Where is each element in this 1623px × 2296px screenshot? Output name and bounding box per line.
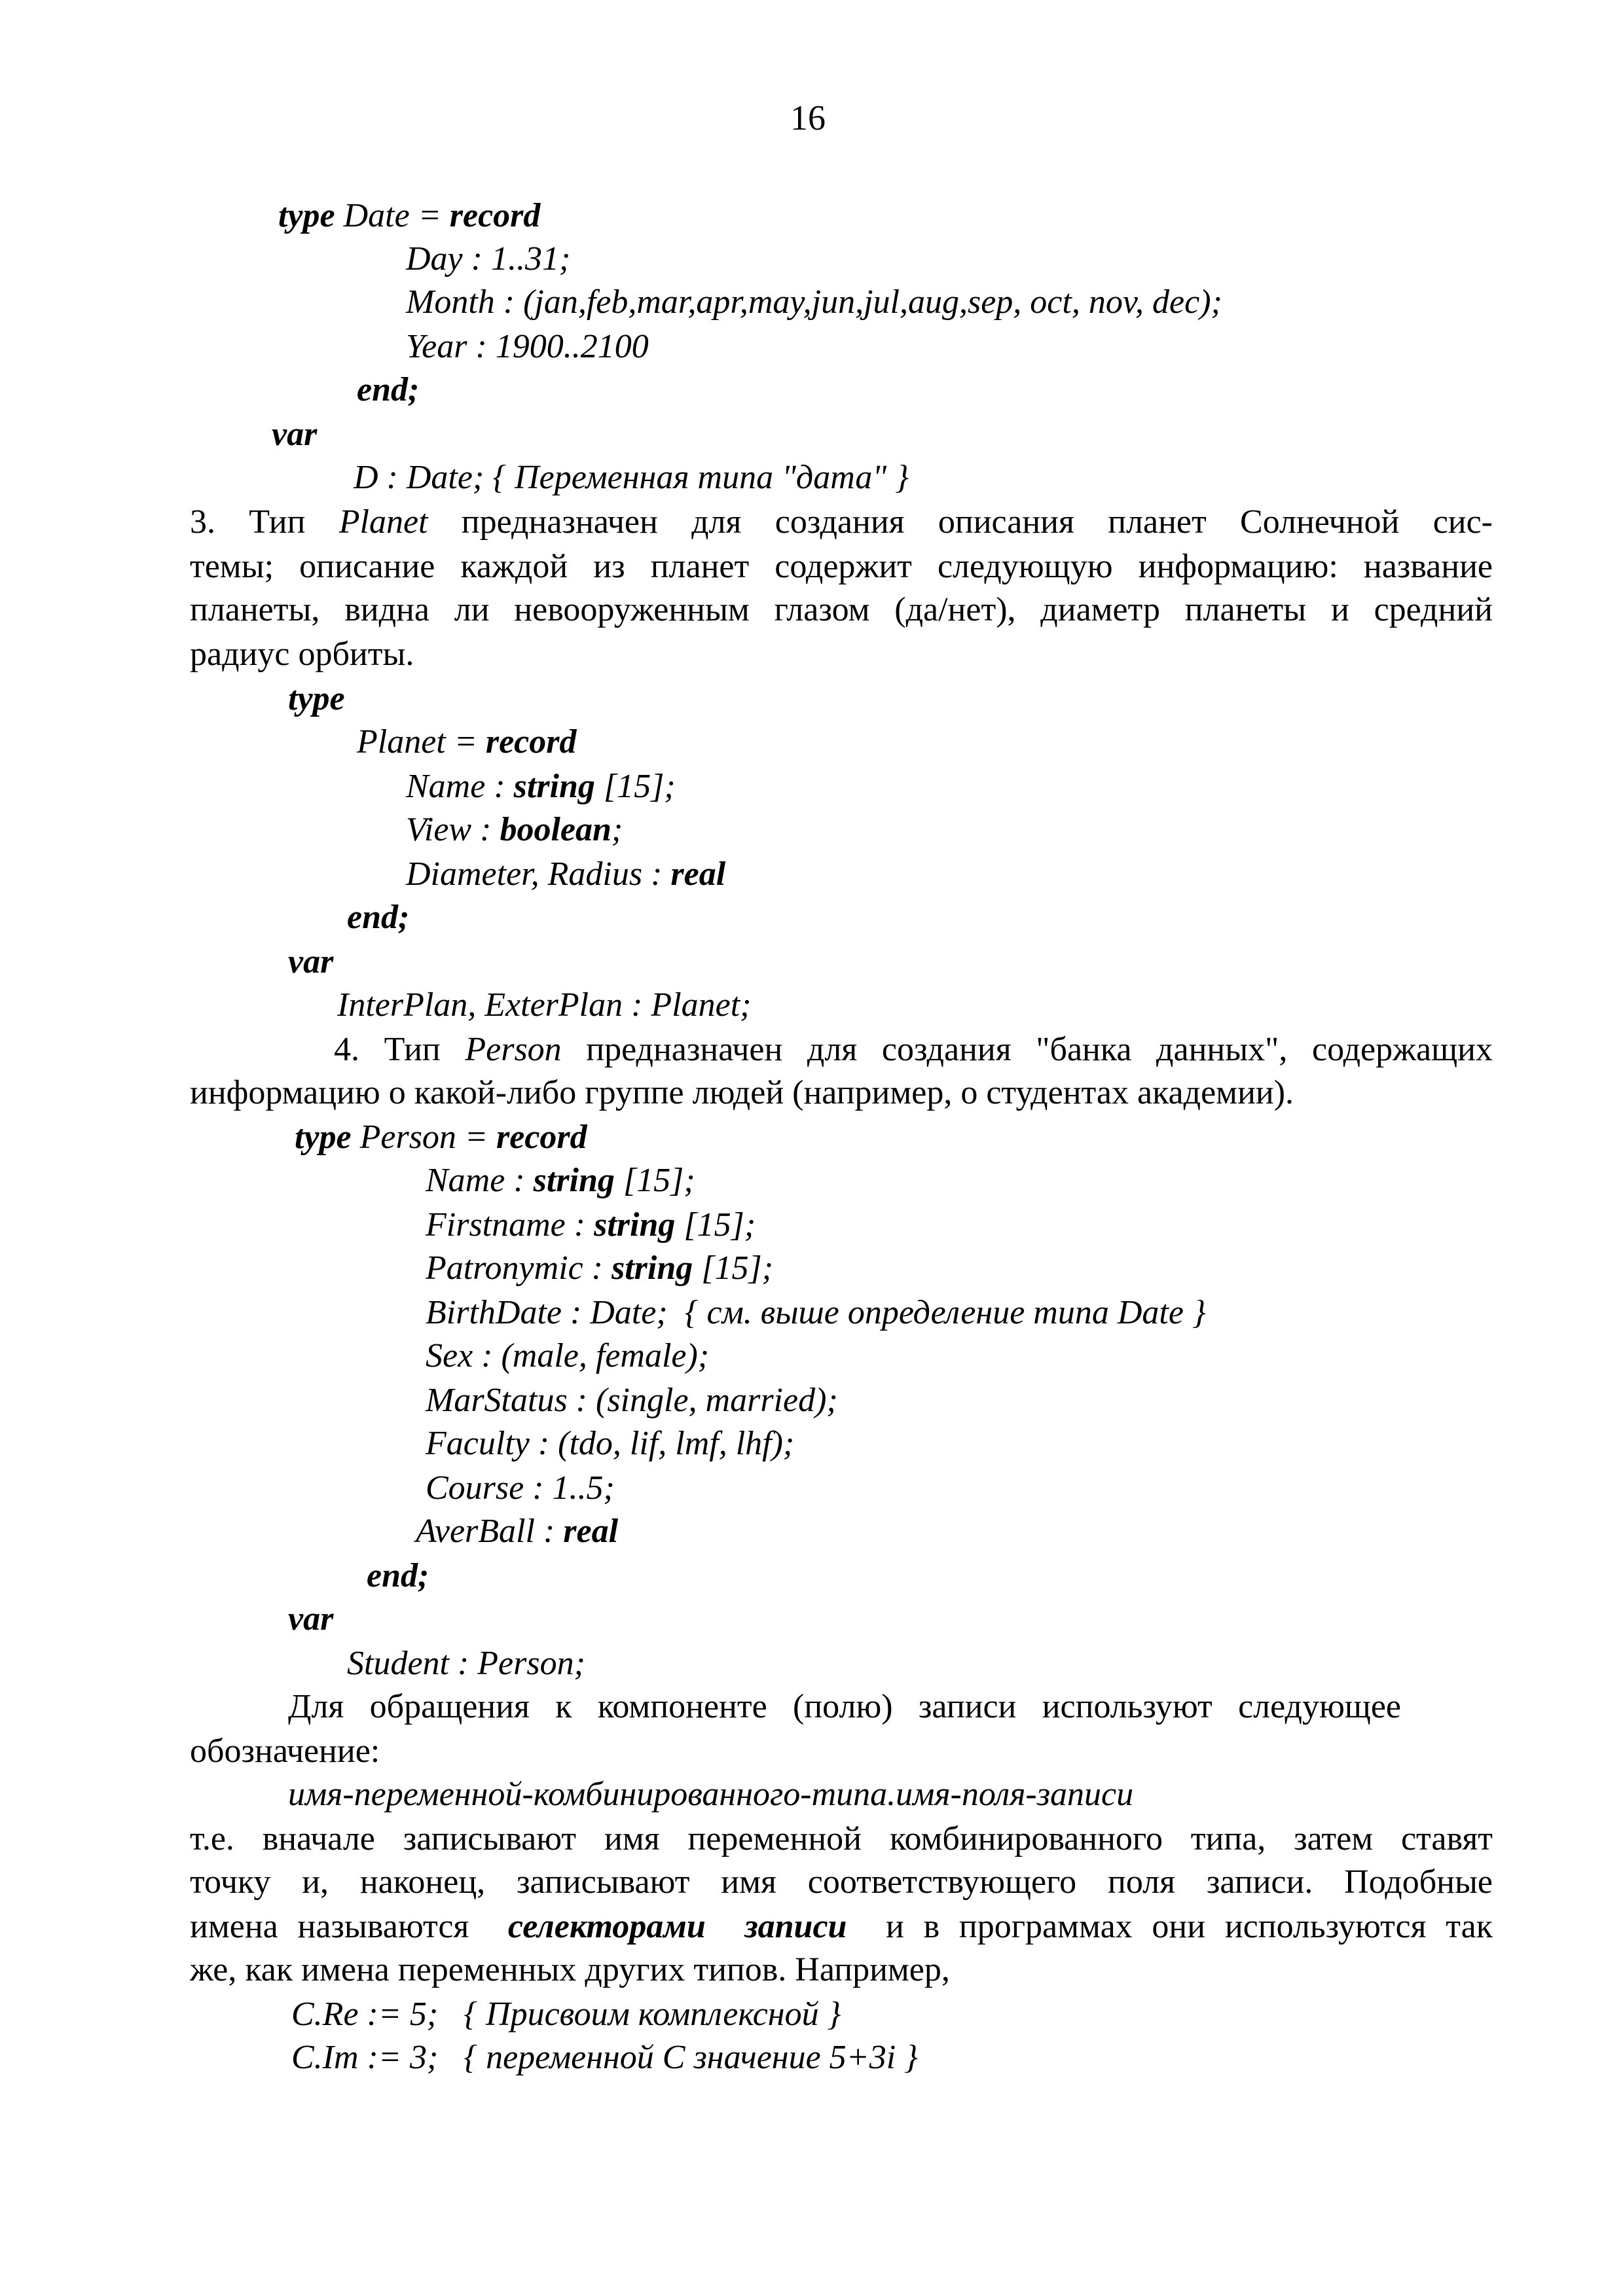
keyword: var xyxy=(288,943,334,980)
term: селекторами записи xyxy=(507,1908,847,1945)
code-line: InterPlan, ExterPlan : Planet; xyxy=(337,986,752,1024)
code-line xyxy=(426,1249,773,1288)
code-text: Patronymic : xyxy=(426,1249,611,1287)
keyword: string xyxy=(611,1249,693,1287)
code-line: Sex : (male, female); xyxy=(426,1337,710,1374)
code-line xyxy=(291,1995,841,2034)
paragraph-line: точку и, наконец, записывают имя соответствующего поля записи. Подобные xyxy=(190,1863,1493,1901)
notation: имя-переменной-комбинированного-типа.имя-поля-записи xyxy=(288,1776,1134,1813)
keyword: record xyxy=(485,723,577,761)
keyword: type xyxy=(288,680,345,717)
code-line: Faculty : (tdo, lif, lmf, lhf); xyxy=(426,1425,795,1462)
paragraph-line xyxy=(190,503,1493,542)
text: имена называются xyxy=(190,1908,508,1945)
keyword: type xyxy=(295,1119,352,1156)
code-line: BirthDate : Date; { см. выше определение типа Date } xyxy=(426,1294,1206,1331)
code-text: Planet = xyxy=(357,723,486,761)
keyword: type xyxy=(278,197,335,234)
keyword: end; xyxy=(357,371,420,408)
code-line: Month : (jan,feb,mar,apr,may,jun,jul,aug,sep, oct, nov, dec); xyxy=(406,283,1222,321)
keyword: string xyxy=(533,1162,615,1199)
keyword: record xyxy=(449,197,541,234)
paragraph-line: обозначение: xyxy=(190,1732,380,1770)
code-line: Year : 1900..2100 xyxy=(406,328,649,365)
keyword: end; xyxy=(367,1557,429,1594)
text: предназначен для создания "банка данных", содержащих xyxy=(561,1031,1493,1068)
code-line xyxy=(406,767,676,806)
code-text: [15]; xyxy=(594,768,676,805)
text: 4. Тип xyxy=(334,1031,465,1068)
code-line xyxy=(295,1118,587,1157)
code-text: Firstname : xyxy=(426,1206,594,1244)
paragraph-line xyxy=(190,1907,1493,1946)
code-text: AverBall : xyxy=(416,1513,564,1550)
code-line xyxy=(278,196,540,236)
code-line xyxy=(406,810,623,850)
paragraph-line xyxy=(334,1030,1493,1069)
code-comment: { переменной C значение 5+3i } xyxy=(464,2039,918,2076)
code-line xyxy=(406,855,725,894)
keyword: real xyxy=(670,855,726,893)
paragraph-line: планеты, видна ли невооруженным глазом (да/нет), диаметр планеты и средний xyxy=(190,591,1493,628)
code-text: C.Re := 5; xyxy=(291,1996,464,2033)
code-text: Diameter, Radius : xyxy=(406,855,671,893)
code-line xyxy=(291,2038,918,2077)
text: и в программах они используются так xyxy=(847,1908,1493,1945)
code-line: D : Date; { Переменная типа "дата" } xyxy=(354,459,909,496)
paragraph-line: радиус орбиты. xyxy=(190,636,414,673)
type-name: Person xyxy=(465,1031,562,1068)
code-line: MarStatus : (single, married); xyxy=(426,1382,838,1419)
code-text: View : xyxy=(406,811,500,848)
page-number: 16 xyxy=(790,98,826,137)
code-comment: { Присвоим комплексной } xyxy=(464,1996,841,2033)
keyword: var xyxy=(272,416,318,453)
keyword: end; xyxy=(347,899,410,936)
code-line: Student : Person; xyxy=(347,1645,585,1682)
code-text: Name : xyxy=(406,768,514,805)
text: предназначен для создания описания планет Солнечной сис- xyxy=(428,503,1493,541)
code-text: [15]; xyxy=(693,1249,774,1287)
code-line: Day : 1..31; xyxy=(406,240,571,278)
keyword: real xyxy=(563,1513,619,1550)
paragraph-line: же, как имена переменных других типов. Например, xyxy=(190,1951,950,1988)
keyword: record xyxy=(496,1119,587,1156)
keyword: var xyxy=(288,1600,334,1638)
code-text: C.Im := 3; xyxy=(291,2039,464,2076)
paragraph-line: т.е. вначале записывают имя переменной комбинированного типа, затем ставят xyxy=(190,1820,1493,1857)
code-text: Date = xyxy=(335,197,450,234)
paragraph-line: Для обращения к компоненте (полю) записи используют следующее xyxy=(288,1688,1401,1725)
code-line xyxy=(357,723,576,762)
code-line xyxy=(416,1512,618,1551)
paragraph-line: информацию о какой-либо группе людей (например, о студентах академии). xyxy=(190,1074,1294,1111)
keyword: string xyxy=(513,768,595,805)
code-text: Person = xyxy=(351,1119,497,1156)
code-text: ; xyxy=(611,811,623,848)
keyword: string xyxy=(594,1206,676,1244)
code-line xyxy=(426,1161,695,1200)
code-text: [15]; xyxy=(614,1162,695,1199)
paragraph-line: темы; описание каждой из планет содержит следующую информацию: название xyxy=(190,548,1493,585)
text: 3. Тип xyxy=(190,503,339,541)
code-line: Course : 1..5; xyxy=(426,1469,615,1507)
code-text: Name : xyxy=(426,1162,534,1199)
type-name: Planet xyxy=(338,503,428,541)
keyword: boolean xyxy=(500,811,611,848)
code-line xyxy=(426,1206,756,1245)
code-text: [15]; xyxy=(675,1206,756,1244)
